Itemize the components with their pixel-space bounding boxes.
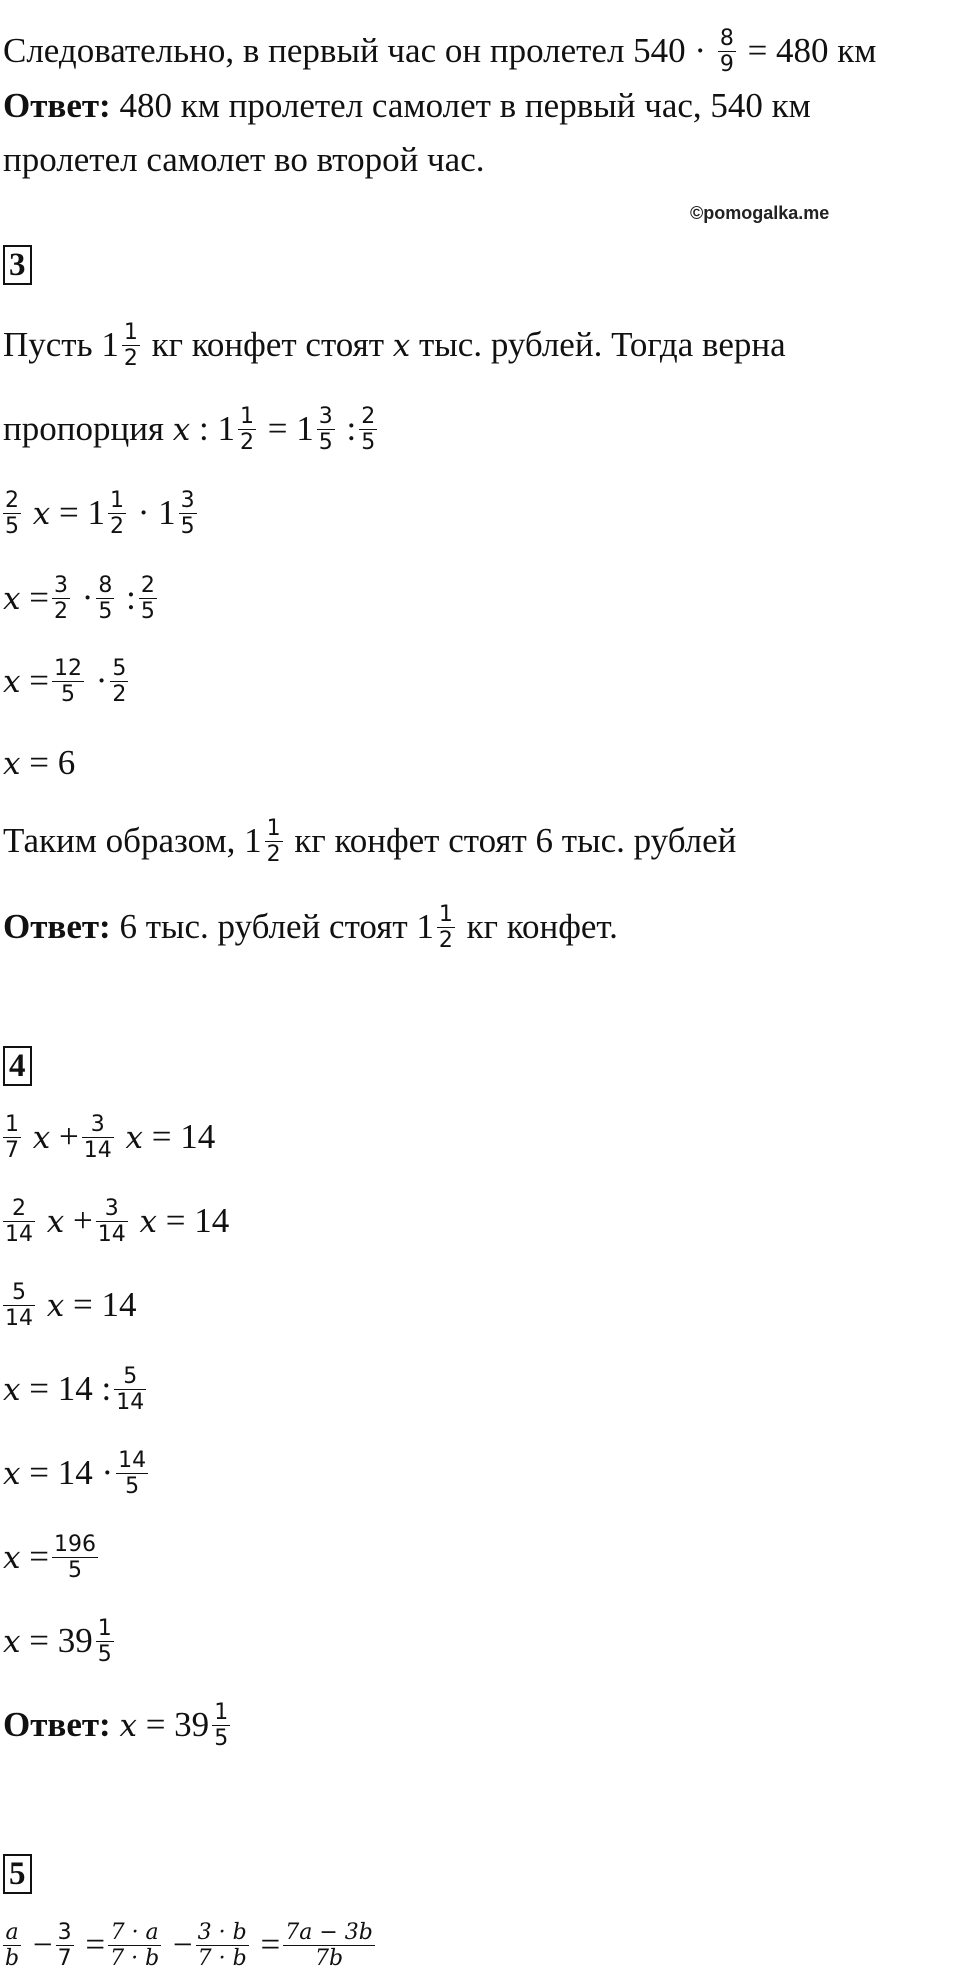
equation	[3, 1618, 117, 1670]
math-text: 5	[60, 682, 75, 708]
fraction	[3, 1920, 21, 1972]
math-text: x	[139, 1203, 157, 1240]
fraction	[116, 1448, 148, 1500]
watermark: ©pomogalka.me	[690, 203, 830, 223]
math-text: = 14	[151, 1116, 216, 1156]
math-text: 5	[98, 599, 113, 625]
math-text: 5	[361, 430, 376, 456]
math-text: 14	[83, 1138, 112, 1164]
math-text: 5	[112, 656, 127, 681]
math-text: =	[29, 577, 49, 617]
fraction	[108, 1920, 161, 1972]
math-text: x	[32, 495, 51, 532]
math-text: =	[29, 1536, 49, 1576]
equation	[3, 1366, 149, 1418]
math-text: = 14 ·	[29, 1452, 114, 1492]
math-text: 3 · b	[197, 1920, 247, 1945]
fraction	[122, 320, 140, 372]
math-text: 2	[5, 488, 19, 513]
answer-line	[3, 904, 618, 956]
math-text: =	[29, 660, 49, 700]
fraction	[82, 1112, 114, 1164]
math-text: 14	[116, 1390, 145, 1416]
math-text: b	[5, 1946, 20, 1972]
math-text: = 1	[267, 408, 314, 448]
variable-x: x	[392, 327, 411, 364]
math-text: 5	[97, 1642, 112, 1668]
answer-label: Ответ:	[3, 1704, 111, 1744]
math-text: кг конфет стоят 6 тыс. рублей	[294, 820, 737, 860]
fraction	[212, 1700, 230, 1752]
math-text: = 39	[29, 1620, 93, 1660]
math-text: 8	[98, 573, 113, 598]
text-line	[3, 28, 876, 80]
math-text: x	[3, 746, 21, 782]
math-text: 196	[53, 1532, 96, 1557]
math-text: 2	[53, 599, 68, 625]
answer-line	[3, 142, 484, 177]
fraction	[317, 404, 335, 456]
math-text: x	[3, 663, 21, 700]
answer-text: пролетел самолет во второй час.	[3, 140, 485, 179]
math-text: 7 · b	[110, 1946, 160, 1972]
text-line	[3, 818, 736, 870]
math-text: 2	[240, 430, 254, 456]
math-text: 2	[361, 404, 376, 429]
math-text: =	[85, 1924, 106, 1964]
math-text: 2	[123, 346, 138, 372]
equation	[3, 1534, 101, 1586]
math-text: 3	[318, 404, 333, 429]
math-text: 2	[112, 682, 127, 708]
fraction	[179, 488, 197, 540]
math-text: 1	[109, 488, 124, 513]
fraction	[96, 573, 114, 625]
math-text: 6 тыс. рублей стоят 1	[119, 906, 434, 946]
math-text: 5	[67, 1558, 82, 1584]
math-text: +	[58, 1116, 79, 1156]
task-number-box: 5	[3, 1854, 32, 1894]
fraction	[56, 1920, 74, 1972]
fraction	[52, 656, 84, 708]
math-text: тыс. рублей. Тогда верна	[418, 324, 786, 364]
math-text: 7a − 3b	[285, 1920, 373, 1945]
math-text: 3	[82, 1112, 114, 1138]
math-text: a	[3, 1920, 21, 1946]
equation	[3, 1922, 378, 1974]
math-text: : 1	[199, 408, 235, 448]
math-text: 5	[214, 1726, 229, 1752]
math-text: 2	[438, 928, 453, 954]
math-text: −	[172, 1924, 193, 1964]
math-text: 5	[125, 1474, 140, 1500]
math-text: ·	[81, 577, 94, 617]
math-text: Таким образом, 1	[3, 820, 262, 860]
math-text: 14	[5, 1306, 33, 1332]
math-text: 1	[214, 1700, 229, 1725]
equation	[3, 745, 75, 780]
task-number	[3, 1854, 32, 1894]
answer-line	[3, 88, 811, 123]
math-text: 7	[57, 1946, 72, 1972]
math-text: 1	[123, 320, 138, 345]
fraction	[718, 26, 736, 78]
fraction	[3, 1196, 35, 1248]
math-text: 3	[57, 1920, 72, 1945]
math-text: 1	[240, 404, 254, 429]
math-text: 2	[266, 842, 281, 868]
task-number-box: 4	[3, 1046, 32, 1086]
math-text: · 1	[137, 492, 176, 532]
fraction	[114, 1364, 146, 1416]
fraction	[108, 488, 126, 540]
task-number-box: 3	[3, 245, 32, 285]
fraction	[265, 816, 283, 868]
answer-label: Ответ:	[3, 86, 111, 125]
math-text: 8	[719, 26, 734, 51]
math-text: x	[3, 1371, 21, 1408]
math-text: 5	[114, 1364, 146, 1390]
math-text: 1	[266, 816, 281, 841]
math-text: :	[346, 408, 357, 448]
math-text: пропорция	[3, 408, 165, 448]
math-text: :	[126, 577, 136, 617]
math-text: 2	[109, 514, 124, 540]
fraction	[3, 488, 21, 540]
math-text: = 1	[58, 492, 105, 532]
math-text: 5	[180, 514, 195, 540]
math-text: = 14	[165, 1200, 230, 1240]
text: = 480 км	[747, 30, 877, 70]
math-text: 7 · b	[197, 1946, 247, 1972]
math-text: 5	[318, 430, 333, 456]
fraction	[52, 573, 70, 625]
math-text: Пусть 1	[3, 324, 119, 364]
math-text: 1	[438, 902, 453, 927]
equation	[3, 1114, 215, 1166]
task-number	[3, 245, 32, 285]
math-text: 1	[97, 1616, 112, 1641]
math-text: x	[46, 1203, 65, 1240]
math-text: =	[260, 1924, 281, 1964]
math-text: x	[119, 1707, 137, 1744]
math-text: 5	[140, 599, 155, 625]
math-text: 14	[97, 1222, 126, 1248]
math-text: 3	[96, 1196, 128, 1222]
fraction	[96, 1616, 114, 1668]
fraction	[110, 656, 128, 708]
answer-line	[3, 1702, 233, 1754]
math-text: 5	[3, 1280, 35, 1306]
math-text: x	[3, 1539, 21, 1576]
math-text: 7b	[314, 1946, 344, 1972]
fraction	[3, 1280, 35, 1332]
task-number	[3, 1046, 32, 1086]
math-text: 14	[118, 1448, 147, 1473]
math-text: x	[32, 1119, 51, 1156]
math-text: 1	[5, 1112, 19, 1137]
math-text: = 6	[29, 743, 76, 782]
math-text: x	[3, 580, 21, 617]
equation	[3, 575, 160, 627]
text-line	[3, 322, 786, 374]
fraction	[3, 1112, 21, 1164]
equation	[3, 658, 131, 710]
math-text: 12	[53, 656, 82, 681]
math-text: 7	[5, 1138, 19, 1164]
math-text: = 14 :	[29, 1368, 112, 1408]
math-text: x	[172, 411, 191, 448]
math-text: 2	[140, 573, 155, 598]
answer-text: 480 км пролетел самолет в первый час, 540 км	[119, 86, 811, 125]
fraction	[238, 404, 256, 456]
fraction	[359, 404, 377, 456]
fraction	[196, 1920, 249, 1972]
math-text: 5	[5, 514, 19, 540]
text-line	[3, 406, 380, 458]
equation	[3, 1282, 136, 1334]
math-text: 14	[5, 1222, 33, 1248]
answer-label: Ответ:	[3, 906, 111, 946]
math-text: 9	[719, 52, 734, 78]
fraction	[437, 902, 455, 954]
math-text: 3	[53, 573, 68, 598]
math-text: 3	[180, 488, 195, 513]
fraction	[96, 1196, 128, 1248]
math-text: x	[3, 1455, 21, 1492]
math-text: = 14	[72, 1284, 137, 1324]
fraction	[139, 573, 157, 625]
math-text: ·	[95, 660, 108, 700]
fraction	[52, 1532, 98, 1584]
math-text: x	[46, 1287, 65, 1324]
math-text: +	[72, 1200, 93, 1240]
math-text: x	[3, 1623, 21, 1660]
equation	[3, 490, 200, 542]
math-text: кг конфет стоят	[151, 324, 384, 364]
equation	[3, 1198, 229, 1250]
fraction	[283, 1920, 375, 1972]
text: Следовательно, в первый час он пролетел 540 ·	[3, 30, 707, 70]
math-text: = 39	[145, 1704, 210, 1744]
math-text: 2	[3, 1196, 35, 1222]
math-text: кг конфет.	[466, 906, 618, 946]
math-text: −	[32, 1924, 53, 1964]
math-text: 7 · a	[108, 1920, 161, 1946]
equation	[3, 1450, 151, 1502]
math-text: x	[125, 1119, 143, 1156]
